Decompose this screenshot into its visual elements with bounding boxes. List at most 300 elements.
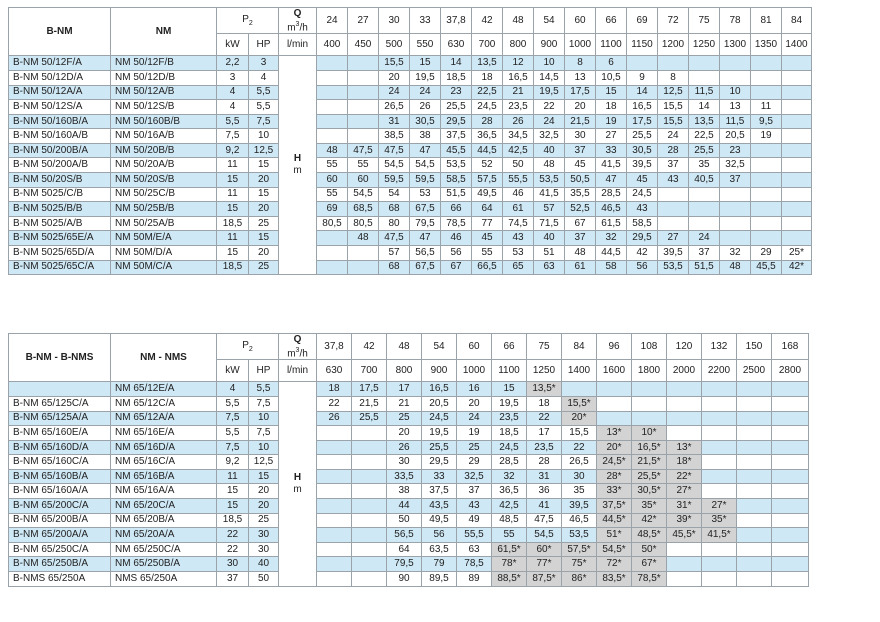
head-value <box>317 455 352 470</box>
head-value: 79,5 <box>410 216 441 231</box>
power-hp: 25 <box>249 260 279 275</box>
head-value: 13,5* <box>527 382 562 397</box>
flow-lmin-value: 1150 <box>627 34 658 56</box>
model-name: B-NM 65/200C/A <box>9 499 111 514</box>
head-value: 25,5 <box>352 411 387 426</box>
head-value <box>772 513 809 528</box>
power-kw: 15 <box>217 202 249 217</box>
head-value <box>772 528 809 543</box>
head-value <box>751 216 782 231</box>
flow-lmin-value: 2500 <box>737 360 772 382</box>
flow-m3h-value: 84 <box>782 8 812 34</box>
head-value: 10* <box>632 426 667 441</box>
head-value: 41,5 <box>596 158 627 173</box>
flow-lmin-value: 1800 <box>632 360 667 382</box>
head-value: 50 <box>503 158 534 173</box>
model-alt-column-header: NM - NMS <box>111 334 217 382</box>
head-value: 39* <box>667 513 702 528</box>
head-value: 67 <box>565 216 596 231</box>
flow-m3h-value: 37,8 <box>441 8 472 34</box>
power-hp: 15 <box>249 158 279 173</box>
head-value: 57,5* <box>562 542 597 557</box>
head-value <box>782 173 812 188</box>
head-value: 67 <box>441 260 472 275</box>
head-value: 68,5 <box>348 202 379 217</box>
head-value: 55 <box>348 158 379 173</box>
head-value: 21 <box>503 85 534 100</box>
model-alt-name: NM 65/20A/A <box>111 528 217 543</box>
head-value: 45 <box>627 173 658 188</box>
table-row <box>9 246 812 261</box>
head-value: 57,5 <box>472 173 503 188</box>
head-value: 16,5 <box>503 70 534 85</box>
head-value: 19,5 <box>422 426 457 441</box>
head-value: 37,5* <box>597 499 632 514</box>
model-name: B-NM 65/125A/A <box>9 411 111 426</box>
model-name: B-NM 65/250C/A <box>9 542 111 557</box>
flow-lmin-value: 1100 <box>492 360 527 382</box>
head-value: 28,5 <box>596 187 627 202</box>
head-value: 18 <box>596 100 627 115</box>
head-value <box>782 129 812 144</box>
head-value <box>348 129 379 144</box>
table-row <box>9 396 809 411</box>
head-value <box>737 499 772 514</box>
head-value <box>702 557 737 572</box>
head-value: 34,5 <box>503 129 534 144</box>
head-value: 11,5 <box>689 85 720 100</box>
head-value: 15 <box>410 56 441 71</box>
lmin-header: l/min <box>279 34 317 56</box>
head-value: 15,5 <box>658 100 689 115</box>
head-value: 77* <box>527 557 562 572</box>
head-value: 46,5 <box>562 513 597 528</box>
head-value: 47,5 <box>379 231 410 246</box>
model-name: B-NM 65/200B/A <box>9 513 111 528</box>
model-alt-name: NMS 65/250A <box>111 572 217 587</box>
head-value: 21,5 <box>352 396 387 411</box>
head-value <box>667 411 702 426</box>
flow-lmin-value: 700 <box>472 34 503 56</box>
head-value: 57 <box>534 202 565 217</box>
head-value: 88,5* <box>492 572 527 587</box>
head-value <box>667 542 702 557</box>
head-value: 39,5 <box>658 246 689 261</box>
head-value <box>317 70 348 85</box>
table-row <box>9 158 812 173</box>
head-value: 48 <box>565 246 596 261</box>
head-value <box>689 56 720 71</box>
head-value <box>782 216 812 231</box>
head-value: 89 <box>457 572 492 587</box>
head-value <box>737 455 772 470</box>
head-value <box>658 202 689 217</box>
head-value: 68 <box>379 202 410 217</box>
flow-lmin-value: 700 <box>352 360 387 382</box>
head-value: 56,5 <box>387 528 422 543</box>
head-value: 63,5 <box>422 542 457 557</box>
head-value <box>772 542 809 557</box>
head-value <box>782 100 812 115</box>
head-value: 9,5 <box>751 114 782 129</box>
table-row <box>9 572 809 587</box>
head-value: 26,5 <box>562 455 597 470</box>
head-value: 31 <box>379 114 410 129</box>
head-unit: m <box>293 483 302 495</box>
head-value: 48 <box>348 231 379 246</box>
table-row <box>9 557 809 572</box>
model-name: B-NM 65/160B/A <box>9 469 111 484</box>
head-value: 13 <box>565 70 596 85</box>
head-value: 80,5 <box>348 216 379 231</box>
head-value <box>782 187 812 202</box>
head-value <box>317 56 348 71</box>
head-value <box>658 187 689 202</box>
head-value: 52,5 <box>565 202 596 217</box>
table-row <box>9 440 809 455</box>
head-value: 36 <box>527 484 562 499</box>
head-value: 56,5 <box>410 246 441 261</box>
head-value: 24,5 <box>422 411 457 426</box>
head-value: 19 <box>751 129 782 144</box>
head-value <box>772 396 809 411</box>
head-label: H <box>293 153 302 165</box>
head-value: 9 <box>627 70 658 85</box>
head-value: 67,5 <box>410 202 441 217</box>
head-value: 44,5 <box>472 143 503 158</box>
table-row <box>9 455 809 470</box>
head-value: 25,5 <box>689 143 720 158</box>
table-row <box>9 187 812 202</box>
head-value: 22,5 <box>472 85 503 100</box>
flow-m3h-value: 84 <box>562 334 597 360</box>
table-row <box>9 382 809 397</box>
power-kw: 7,5 <box>217 129 249 144</box>
flow-lmin-value: 1350 <box>751 34 782 56</box>
head-value: 71,5 <box>534 216 565 231</box>
power-subscript: 2 <box>248 346 253 354</box>
head-value: 32,5 <box>720 158 751 173</box>
head-value: 32 <box>720 246 751 261</box>
head-value: 55 <box>317 158 348 173</box>
head-value: 43 <box>658 173 689 188</box>
head-value: 37,5 <box>441 129 472 144</box>
head-value: 32 <box>492 469 527 484</box>
head-value: 22,5 <box>689 129 720 144</box>
model-alt-name: NM 50/25B/B <box>111 202 217 217</box>
head-value <box>737 528 772 543</box>
power-kw: 5,5 <box>217 396 249 411</box>
model-name: B-NM 50/20S/B <box>9 173 111 188</box>
head-value: 26 <box>317 411 352 426</box>
model-alt-name: NM 65/16D/A <box>111 440 217 455</box>
head-value: 47,5 <box>348 143 379 158</box>
head-value: 35 <box>689 158 720 173</box>
head-value: 78* <box>492 557 527 572</box>
model-name: B-NMS 65/250A <box>9 572 111 587</box>
flow-unit-superscript: 3 <box>295 347 300 354</box>
flow-lmin-value: 1300 <box>720 34 751 56</box>
power-header <box>217 334 279 360</box>
head-value: 74,5 <box>503 216 534 231</box>
head-value <box>317 557 352 572</box>
head-value: 30,5 <box>410 114 441 129</box>
head-value: 67* <box>632 557 667 572</box>
flow-lmin-value: 450 <box>348 34 379 56</box>
table-row <box>9 85 812 100</box>
head-value <box>348 85 379 100</box>
head-value: 57 <box>379 246 410 261</box>
performance-table-nm65 <box>8 333 809 587</box>
head-value: 33,5 <box>387 469 422 484</box>
head-value <box>720 202 751 217</box>
head-value: 48 <box>534 158 565 173</box>
head-unit-cell <box>279 56 317 275</box>
power-kw: 4 <box>217 85 249 100</box>
head-value: 61,5 <box>596 216 627 231</box>
flow-lmin-value: 1250 <box>527 360 562 382</box>
head-value <box>317 572 352 587</box>
head-value <box>667 572 702 587</box>
model-name: B-NM 5025/A/B <box>9 216 111 231</box>
head-value: 56 <box>627 260 658 275</box>
head-value: 22 <box>527 411 562 426</box>
head-value: 20,5 <box>720 129 751 144</box>
table-row <box>9 114 812 129</box>
head-value: 60 <box>317 173 348 188</box>
head-value <box>689 187 720 202</box>
head-value <box>317 484 352 499</box>
head-value <box>352 557 387 572</box>
head-label: H <box>293 471 302 483</box>
flow-m3h-value: 60 <box>457 334 492 360</box>
model-alt-name: NM 50/20A/B <box>111 158 217 173</box>
head-value <box>689 202 720 217</box>
head-value: 12,5 <box>658 85 689 100</box>
model-alt-name: NM 50M/C/A <box>111 260 217 275</box>
head-value <box>348 100 379 115</box>
head-value: 25* <box>782 246 812 261</box>
performance-table-nm50 <box>8 7 812 275</box>
head-value: 63 <box>534 260 565 275</box>
power-hp: 20 <box>249 173 279 188</box>
flow-lmin-value: 550 <box>410 34 441 56</box>
head-value: 24 <box>379 85 410 100</box>
model-name: B-NM 50/12S/A <box>9 100 111 115</box>
head-value: 54,5 <box>410 158 441 173</box>
head-value: 78,5* <box>632 572 667 587</box>
head-value: 15,5 <box>562 426 597 441</box>
head-value <box>751 202 782 217</box>
head-value: 38 <box>387 484 422 499</box>
head-value: 56 <box>441 246 472 261</box>
model-name: B-NM 5025/65E/A <box>9 231 111 246</box>
power-kw: 22 <box>217 542 249 557</box>
head-value: 24,5 <box>627 187 658 202</box>
head-value: 54,5 <box>527 528 562 543</box>
head-value: 69 <box>317 202 348 217</box>
model-name: B-NM 5025/B/B <box>9 202 111 217</box>
head-value: 17 <box>527 426 562 441</box>
head-value: 30 <box>387 455 422 470</box>
head-value <box>751 187 782 202</box>
head-value <box>689 70 720 85</box>
model-alt-name: NM 50M/D/A <box>111 246 217 261</box>
head-value: 28 <box>472 114 503 129</box>
head-value: 47,5 <box>527 513 562 528</box>
head-value <box>702 572 737 587</box>
power-label: P <box>242 14 249 26</box>
head-value <box>352 469 387 484</box>
power-kw: 11 <box>217 469 249 484</box>
head-value <box>317 100 348 115</box>
head-value: 37 <box>689 246 720 261</box>
head-value <box>751 70 782 85</box>
table-row <box>9 216 812 231</box>
power-hp: 5,5 <box>249 100 279 115</box>
head-value: 28* <box>597 469 632 484</box>
power-kw: 18,5 <box>217 216 249 231</box>
head-value: 59,5 <box>379 173 410 188</box>
head-value: 19,5 <box>534 85 565 100</box>
table-row <box>9 173 812 188</box>
power-kw: 7,5 <box>217 440 249 455</box>
head-value: 37 <box>565 143 596 158</box>
model-name: B-NM 5025/C/B <box>9 187 111 202</box>
head-value <box>782 56 812 71</box>
head-value: 41 <box>527 499 562 514</box>
table-row <box>9 528 809 543</box>
head-value <box>352 426 387 441</box>
flow-m3h-value: 96 <box>597 334 632 360</box>
head-value: 24 <box>534 114 565 129</box>
model-name: B-NM 65/200A/A <box>9 528 111 543</box>
flow-m3h-value: 150 <box>737 334 772 360</box>
head-value: 40,5 <box>689 173 720 188</box>
head-unit: m <box>293 165 302 177</box>
head-value: 24 <box>689 231 720 246</box>
power-kw: 2,2 <box>217 56 249 71</box>
head-value: 29,5 <box>441 114 472 129</box>
head-value: 50 <box>387 513 422 528</box>
head-value: 13,5 <box>472 56 503 71</box>
head-value: 15,5 <box>658 114 689 129</box>
head-value <box>751 56 782 71</box>
flow-m3h-value: 120 <box>667 334 702 360</box>
head-value <box>737 557 772 572</box>
head-value: 89,5 <box>422 572 457 587</box>
head-value: 45 <box>472 231 503 246</box>
head-value: 72* <box>597 557 632 572</box>
table-row <box>9 411 809 426</box>
flow-lmin-value: 1100 <box>596 34 627 56</box>
head-value: 29,5 <box>627 231 658 246</box>
power-kw: 18,5 <box>217 260 249 275</box>
flow-m3h-value: 75 <box>689 8 720 34</box>
head-value <box>352 440 387 455</box>
model-alt-name: NM 65/16A/A <box>111 484 217 499</box>
power-hp: 15 <box>249 231 279 246</box>
table-row <box>9 129 812 144</box>
head-value <box>751 158 782 173</box>
flow-m3h-value: 66 <box>596 8 627 34</box>
head-value: 22 <box>534 100 565 115</box>
table-row <box>9 484 809 499</box>
head-value <box>667 396 702 411</box>
head-value: 32,5 <box>534 129 565 144</box>
head-value: 26 <box>387 440 422 455</box>
head-value: 25,5* <box>632 469 667 484</box>
head-value: 51,5 <box>441 187 472 202</box>
head-value <box>667 426 702 441</box>
head-value <box>720 187 751 202</box>
model-name: B-NM 50/12D/A <box>9 70 111 85</box>
flow-unit-header <box>279 334 317 360</box>
head-value: 55 <box>317 187 348 202</box>
head-value: 27* <box>702 499 737 514</box>
head-value: 16,5* <box>632 440 667 455</box>
model-alt-name: NM 50/12S/B <box>111 100 217 115</box>
power-kw: 15 <box>217 246 249 261</box>
head-value: 56 <box>422 528 457 543</box>
head-value <box>658 56 689 71</box>
model-column-header: B-NM - B-NMS <box>9 334 111 382</box>
head-value: 26,5 <box>379 100 410 115</box>
power-kw: 9,2 <box>217 143 249 158</box>
flow-lmin-value: 2000 <box>667 360 702 382</box>
header-row-flow-m3h <box>9 8 812 34</box>
head-value: 36,5 <box>472 129 503 144</box>
flow-unit <box>281 345 314 359</box>
model-alt-name: NM 50/20S/B <box>111 173 217 188</box>
power-kw: 7,5 <box>217 411 249 426</box>
head-value <box>317 440 352 455</box>
model-alt-name: NM 50M/E/A <box>111 231 217 246</box>
head-value: 48 <box>720 260 751 275</box>
model-name: B-NM 50/12A/A <box>9 85 111 100</box>
head-value: 28,5 <box>492 455 527 470</box>
flow-lmin-value: 2200 <box>702 360 737 382</box>
head-value: 24 <box>457 411 492 426</box>
head-value: 30 <box>565 129 596 144</box>
flow-m3h-value: 69 <box>627 8 658 34</box>
flow-lmin-value: 1600 <box>597 360 632 382</box>
power-kw: 9,2 <box>217 455 249 470</box>
head-value: 25 <box>387 411 422 426</box>
head-value: 10,5 <box>596 70 627 85</box>
power-hp: 20 <box>249 246 279 261</box>
head-value: 24,5 <box>492 440 527 455</box>
power-hp: 20 <box>249 484 279 499</box>
table-row <box>9 260 812 275</box>
head-value: 47 <box>410 231 441 246</box>
head-value <box>352 572 387 587</box>
head-value: 58,5 <box>627 216 658 231</box>
header-row-flow-m3h <box>9 334 809 360</box>
flow-lmin-value: 900 <box>534 34 565 56</box>
head-value: 20 <box>565 100 596 115</box>
head-value: 30 <box>562 469 597 484</box>
head-value: 38 <box>410 129 441 144</box>
flow-lmin-value: 1400 <box>782 34 812 56</box>
head-value: 66,5 <box>472 260 503 275</box>
head-value: 58 <box>596 260 627 275</box>
power-kw: 11 <box>217 158 249 173</box>
head-value: 14 <box>689 100 720 115</box>
table-row <box>9 56 812 71</box>
head-value <box>772 469 809 484</box>
head-value: 39,5 <box>562 499 597 514</box>
